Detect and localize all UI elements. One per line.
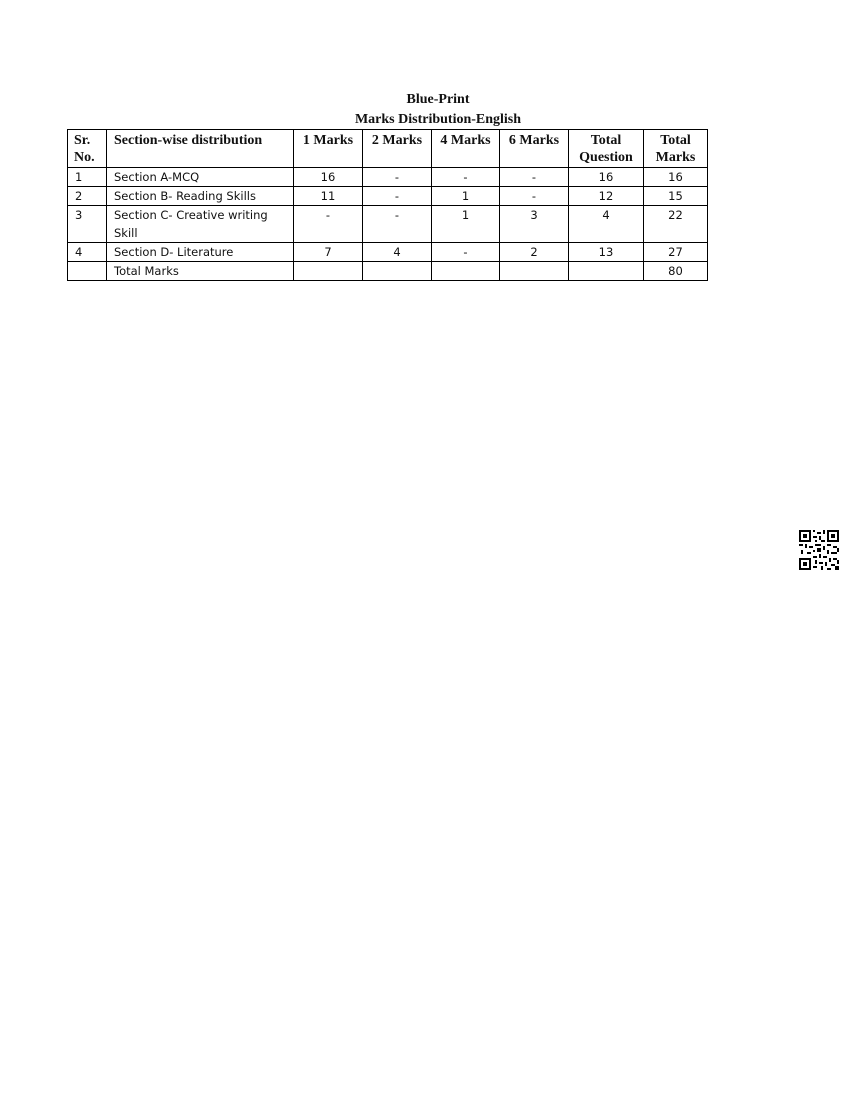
- cell-section: Section D- Literature: [107, 243, 294, 262]
- header-total-question: Total Question: [569, 130, 644, 168]
- header-section: Section-wise distribution: [107, 130, 294, 168]
- header-1-marks: 1 Marks: [294, 130, 363, 168]
- header-4-marks: 4 Marks: [432, 130, 500, 168]
- cell-section: Section B- Reading Skills: [107, 187, 294, 206]
- marks-distribution-table: [67, 129, 708, 281]
- total-row: [68, 262, 708, 281]
- document-title: Blue-Print: [406, 92, 470, 107]
- total-marks-label: Total Marks: [107, 262, 294, 281]
- cell-sr: 1: [68, 168, 107, 187]
- cell-2-marks: 4: [363, 243, 432, 262]
- cell-4-marks: -: [432, 243, 500, 262]
- table-row: [68, 243, 708, 262]
- cell-sr: 3: [68, 206, 107, 243]
- qr-code-icon: [799, 530, 839, 570]
- cell-empty: [500, 262, 569, 281]
- cell-2-marks: -: [363, 187, 432, 206]
- cell-total-marks: 27: [644, 243, 708, 262]
- cell-empty: [294, 262, 363, 281]
- cell-empty: [569, 262, 644, 281]
- table-header-row: [68, 130, 708, 168]
- header-sr-no: Sr. No.: [68, 130, 107, 168]
- cell-total-question: 13: [569, 243, 644, 262]
- cell-1-marks: 11: [294, 187, 363, 206]
- cell-2-marks: -: [363, 206, 432, 243]
- cell-sr: 2: [68, 187, 107, 206]
- cell-4-marks: 1: [432, 206, 500, 243]
- header-6-marks: 6 Marks: [500, 130, 569, 168]
- cell-6-marks: 2: [500, 243, 569, 262]
- cell-1-marks: -: [294, 206, 363, 243]
- document-subtitle: Marks Distribution-English: [354, 112, 522, 127]
- table-row: [68, 206, 708, 243]
- table-row: [68, 187, 708, 206]
- cell-total-question: 12: [569, 187, 644, 206]
- total-marks-value: 80: [644, 262, 708, 281]
- cell-6-marks: -: [500, 168, 569, 187]
- cell-4-marks: 1: [432, 187, 500, 206]
- cell-sr: 4: [68, 243, 107, 262]
- cell-total-question: 4: [569, 206, 644, 243]
- cell-1-marks: 7: [294, 243, 363, 262]
- header-total-marks: Total Marks: [644, 130, 708, 168]
- cell-empty: [68, 262, 107, 281]
- cell-2-marks: -: [363, 168, 432, 187]
- table-row: [68, 168, 708, 187]
- cell-section: Section C- Creative writing Skill: [107, 206, 294, 243]
- header-2-marks: 2 Marks: [363, 130, 432, 168]
- cell-section: Section A-MCQ: [107, 168, 294, 187]
- cell-1-marks: 16: [294, 168, 363, 187]
- cell-total-question: 16: [569, 168, 644, 187]
- cell-total-marks: 16: [644, 168, 708, 187]
- cell-6-marks: -: [500, 187, 569, 206]
- cell-total-marks: 22: [644, 206, 708, 243]
- cell-6-marks: 3: [500, 206, 569, 243]
- cell-total-marks: 15: [644, 187, 708, 206]
- cell-empty: [432, 262, 500, 281]
- cell-4-marks: -: [432, 168, 500, 187]
- cell-empty: [363, 262, 432, 281]
